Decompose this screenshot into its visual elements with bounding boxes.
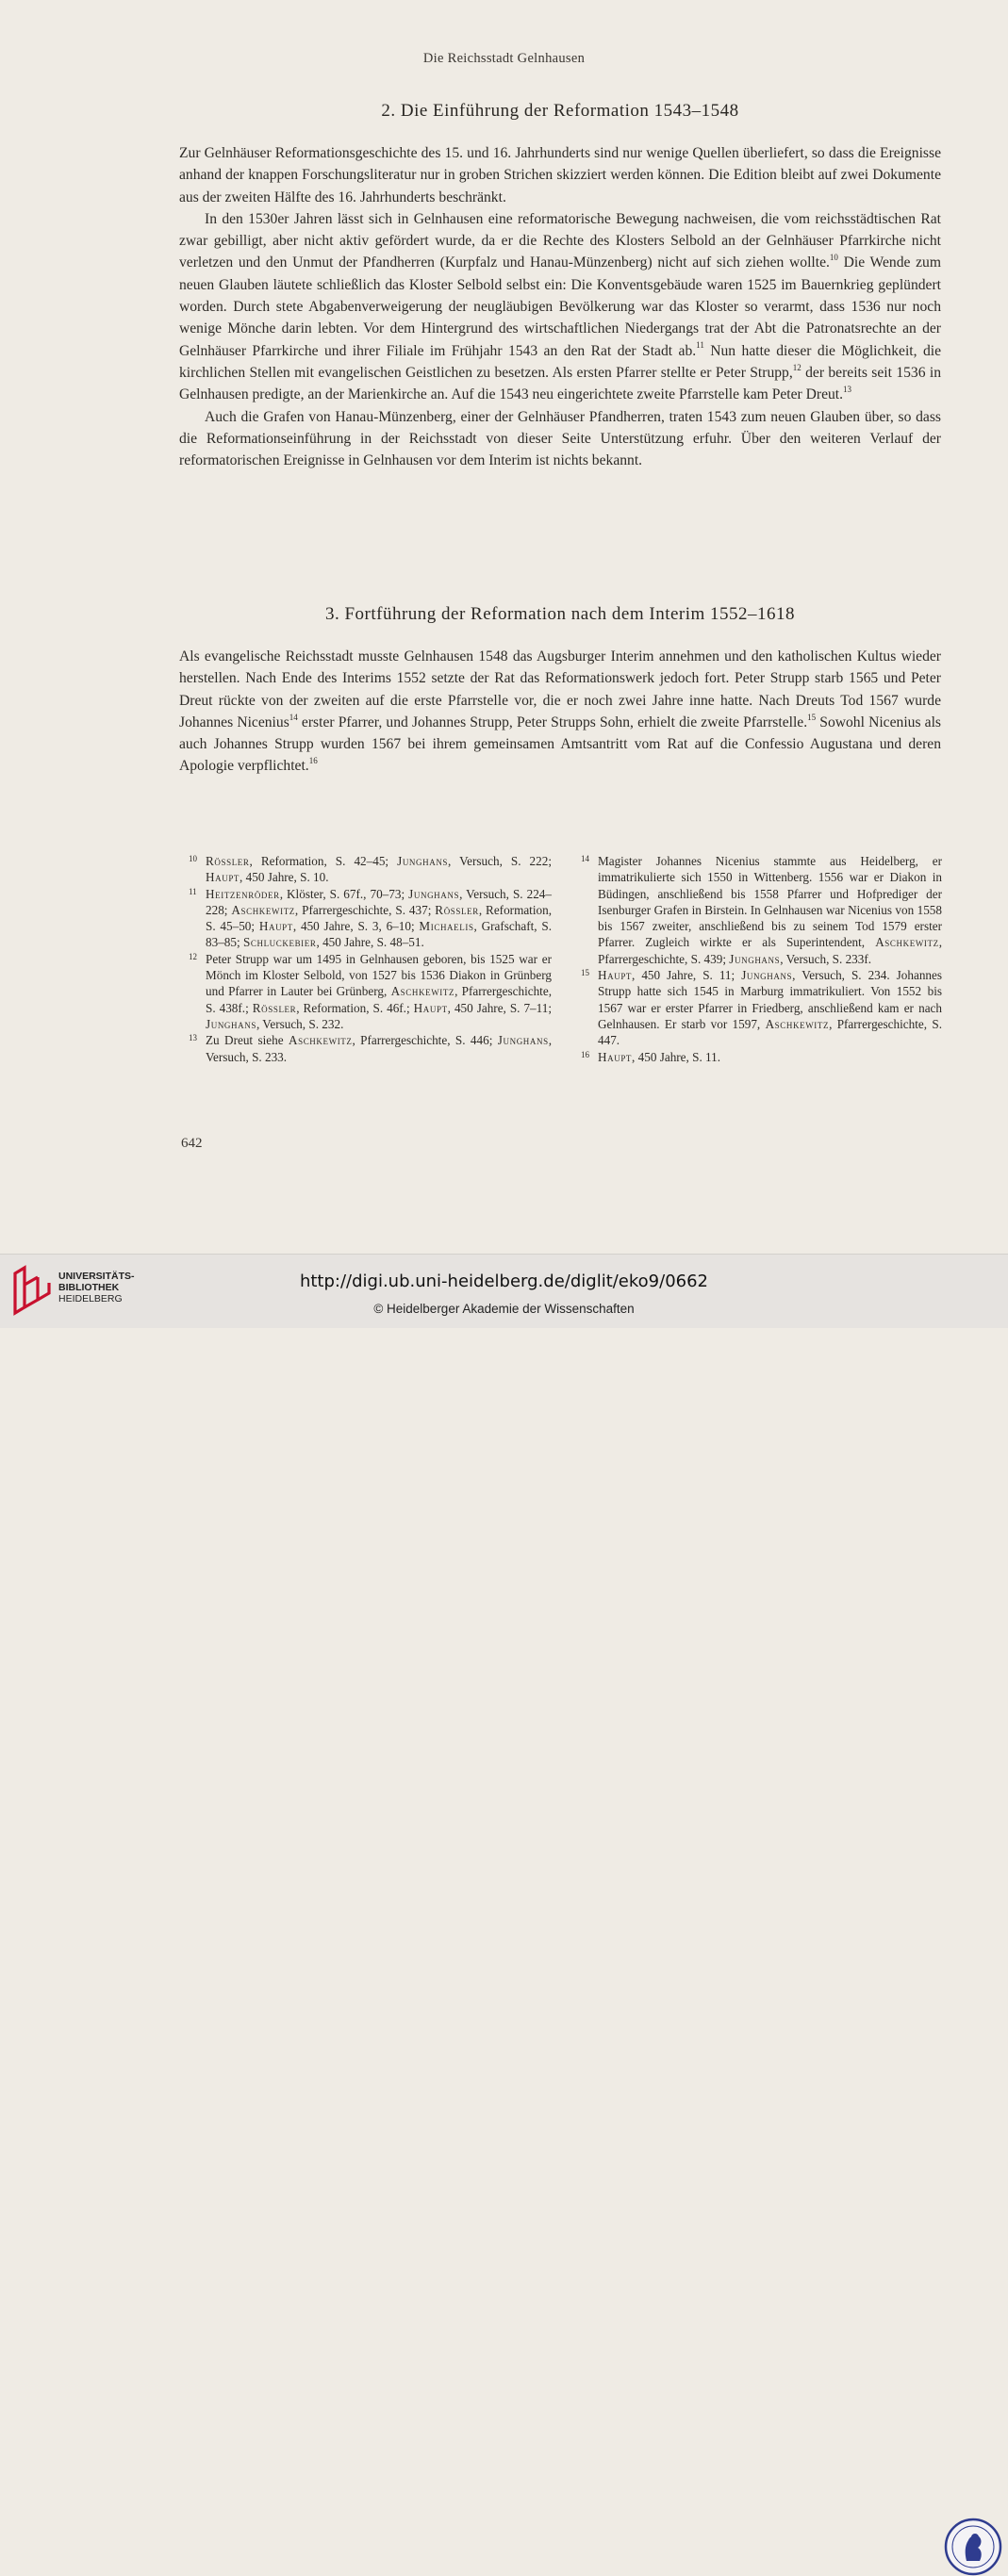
section-heading-2: 2. Die Einführung der Reformation 1543–1548 — [381, 101, 739, 121]
text-run: , Versuch, S. 222; — [448, 854, 552, 868]
footnote-number: 16 — [581, 1049, 589, 1059]
text-run: , 450 Jahre, S. 3, 6–10; — [292, 919, 420, 934]
text-run: , Versuch, S. 233f. — [780, 951, 872, 966]
author-name: Junghans — [397, 854, 449, 868]
footnote-ref[interactable]: 10 — [829, 253, 838, 263]
text-run: , Reformation, S. 42–45; — [249, 854, 398, 868]
text-run: , Versuch, S. 233. — [206, 1033, 552, 1064]
author-name: Junghans — [206, 1016, 256, 1031]
running-head: Die Reichsstadt Gelnhausen — [422, 51, 586, 66]
author-name: Aschkewitz — [390, 984, 455, 999]
author-name: Rössler — [435, 902, 479, 917]
footnote-15 — [581, 967, 942, 1048]
footnote-10 — [189, 853, 552, 886]
text-run: erster Pfarrer, und Johannes Strupp, Peter Strupps Sohn, erhielt die zweite Pfarrstelle. — [297, 714, 808, 730]
text-run: Peter Strupp war um 1495 in Gelnhausen geboren, bis 1525 war er Mönch im Kloster Selbold, von 1527 bis 1536 Diakon in Grünberg und Pfarrer in Lauter bei Grünberg, — [206, 951, 552, 999]
footnote-12 — [189, 951, 552, 1032]
footnote-number: 12 — [189, 951, 197, 961]
author-name: Haupt — [598, 1049, 633, 1064]
text-run: , Versuch, S. 224–228; — [206, 886, 552, 917]
text-run: , Versuch, S. 232. — [256, 1016, 344, 1031]
footnote-ref[interactable]: 13 — [843, 385, 852, 395]
author-name: Heitzenröder — [206, 886, 280, 901]
document-page — [0, 0, 1008, 1254]
author-name: Aschkewitz — [231, 902, 295, 917]
author-name: Haupt — [258, 919, 293, 934]
footnote-11 — [189, 886, 552, 951]
text-run: , 450 Jahre, S. 10. — [240, 870, 329, 885]
text-run: In den 1530er Jahren lässt sich in Gelnhausen eine reformatorische Bewegung nachweisen, die vom reichsstädtischen Rat zwar gebilligt, aber nicht aktiv gefördert wurde, da er die Rechte des Klosters Selbold an der Gelnhäuser Pfarrkirche nicht verletzen und den Unmut der Pfandherren (Kurpfalz und Hanau-Münzenberg) nicht auf sich ziehen wollte. — [179, 210, 941, 271]
author-name: Haupt — [206, 870, 240, 885]
text-run: , Pfarrergeschichte, S. 447. — [598, 1016, 942, 1048]
paragraph — [179, 208, 941, 406]
text-run: , Pfarrergeschichte, S. 437; — [294, 902, 436, 917]
library-name-line: UNIVERSITÄTS- — [58, 1271, 135, 1282]
footnote-number: 10 — [189, 854, 197, 863]
text-run: Sowohl Nicenius als auch Johannes Strupp wurden 1567 bei ihrem gemeinsamen Amtsantritt vom Rat auf die Confessio Augustana und deren Apologie verpflichtet. — [179, 714, 941, 775]
section-heading-3: 3. Fortführung der Reformation nach dem Interim 1552–1618 — [324, 604, 796, 624]
copyright-notice: © Heidelberger Akademie der Wissenschaften — [373, 1302, 635, 1316]
author-name: Aschkewitz — [288, 1033, 353, 1048]
author-name: Aschkewitz — [875, 935, 939, 950]
text-run: Zu Dreut siehe — [206, 1033, 289, 1048]
section-2-body — [179, 142, 941, 471]
text-run: Die Wende zum neuen Glauben läutete schließlich das Kloster Selbold selbst ein: Die Konventsgebäude waren 1525 im Bauernkrieg geplündert worden. Durch stete Abgabenverweigerung der neugläubigen Bevölkerung war das Kloster so verarmt, dass 1536 nur noch wenige Mönche darin lebten. Vor dem Hintergrund des wirtschaftlichen Niedergangs trat der Abt die Patronatsrechte an der Gelnhäuser Pfarrkirche und ihrer Filiale im Frühjahr 1543 an den Rat der Stadt ab. — [179, 254, 941, 359]
academy-seal-icon[interactable] — [944, 2518, 1002, 2576]
paragraph: Zur Gelnhäuser Reformationsgeschichte des 15. und 16. Jahrhunderts sind nur wenige Quellen überliefert, so dass die Ereignisse anhand der knappen Forschungsliteratur nur in groben Strichen skizziert werden können. Die Edition bleibt auf zwei Dokumente aus der zweiten Hälfte des 16. Jahrhunderts beschränkt. — [179, 145, 941, 205]
footnote-ref[interactable]: 11 — [696, 340, 704, 351]
footnotes-right-column — [581, 853, 942, 1065]
text-run: , Reformation, S. 46f.; — [296, 1000, 414, 1015]
footnote-number: 13 — [189, 1033, 197, 1043]
paragraph — [179, 646, 941, 778]
section-3-body — [179, 646, 941, 778]
text-run: der bereits seit 1536 in Gelnhausen predigte, an der Marienkirche an. Auf die 1543 neu eingerichtete zweite Pfarrstelle kam Peter Dreut. — [179, 364, 941, 403]
page-number: 642 — [181, 1136, 203, 1151]
text-run: Als evangelische Reichsstadt musste Gelnhausen 1548 das Augsburger Interim annehmen und den katholischen Kultus wieder herstellen. Nach Ende des Interims 1552 setzte der Rat das Reformationswerk jedoch fort. Peter Strupp starb 1565 und Peter Dreut rückte von der zweiten auf die erste Pfarrstelle vor, die er noch zwei Jahre inne hatte. Nach Dreuts Tod 1567 wurde Johannes Nicenius — [179, 648, 941, 730]
footnote-number: 14 — [581, 854, 589, 863]
author-name: Michaelis — [419, 919, 474, 934]
paragraph: Auch die Grafen von Hanau-Münzenberg, einer der Gelnhäuser Pfandherren, traten 1543 zum neuen Glauben über, so dass die Reformationseinführung in der Reichsstadt von dieser Seite Unterstützung erfuhr. Über den weiteren Verlauf der reformatorischen Ereignisse in Gelnhausen vor dem Interim ist nichts bekannt. — [179, 408, 941, 469]
footnote-ref[interactable]: 16 — [308, 756, 318, 766]
author-name: Haupt — [413, 1000, 448, 1015]
library-name-line: BIBLIOTHEK — [58, 1282, 120, 1293]
text-run: Magister Johannes Nicenius stammte aus Heidelberg, er immatrikulierte sich 1550 in Wittenberg. 1556 war er Diakon in Büdingen, anschließend bis 1558 Pfarrer und Hofprediger der Isenburger Grafen in Birstein. In Gelnhausen war Nicenius von 1558 bis 1567 zweiter, anschließend bis zu seinem Tod 1579 erster Pfarrer. Zugleich wirkte er als Superintendent, — [598, 854, 942, 950]
library-name-line: HEIDELBERG — [58, 1293, 123, 1304]
text-run: , 450 Jahre, S. 11; — [632, 968, 742, 983]
footnote-ref[interactable]: 12 — [792, 362, 801, 372]
footnote-14 — [581, 853, 942, 967]
text-run: Nun hatte dieser die Möglichkeit, die kirchlichen Stellen mit evangelischen Geistlichen zu besetzen. Als ersten Pfarrer stellte er Peter Strupp, — [179, 342, 941, 381]
footnote-ref[interactable]: 14 — [289, 712, 298, 722]
footnotes-left-column — [189, 853, 552, 1065]
author-name: Junghans — [729, 951, 781, 966]
author-name: Aschkewitz — [765, 1016, 830, 1031]
footnote-13 — [189, 1032, 552, 1065]
text-run: , Pfarrergeschichte, S. 438f.; — [206, 984, 552, 1015]
author-name: Rössler — [252, 1000, 297, 1015]
author-name: Junghans — [408, 886, 460, 901]
footnote-number: 15 — [581, 968, 589, 978]
author-name: Haupt — [598, 968, 633, 983]
text-run: , Pfarrergeschichte, S. 446; — [352, 1033, 498, 1048]
text-run: , 450 Jahre, S. 48–51. — [316, 935, 424, 950]
text-run: , 450 Jahre, S. 7–11; — [447, 1000, 553, 1015]
author-name: Schluckebier — [242, 935, 317, 950]
permalink-url[interactable]: http://digi.ub.uni-heidelberg.de/diglit/eko9/0662 — [299, 1272, 709, 1291]
text-run: , Grafschaft, S. 83–85; — [206, 919, 553, 950]
text-run: , Versuch, S. 234. Johannes Strupp hatte sich 1545 in Marburg immatrikuliert. Von 1552 bis 1567 war er erster Pfarrer in Friedberg, anschließend kam er nach Gelnhausen. Er starb vor 1597, — [598, 968, 943, 1031]
footnote-ref[interactable]: 15 — [807, 712, 817, 722]
footnote-number: 11 — [189, 886, 197, 896]
author-name: Junghans — [741, 968, 793, 983]
text-run: , Klöster, S. 67f., 70–73; — [279, 886, 409, 901]
footnote-16 — [581, 1049, 942, 1065]
author-name: Junghans — [497, 1033, 549, 1048]
text-run: , Reformation, S. 45–50; — [206, 902, 552, 934]
text-run: , 450 Jahre, S. 11. — [632, 1049, 721, 1064]
author-name: Rössler — [206, 854, 250, 868]
text-run: , Pfarrergeschichte, S. 439; — [598, 935, 942, 966]
